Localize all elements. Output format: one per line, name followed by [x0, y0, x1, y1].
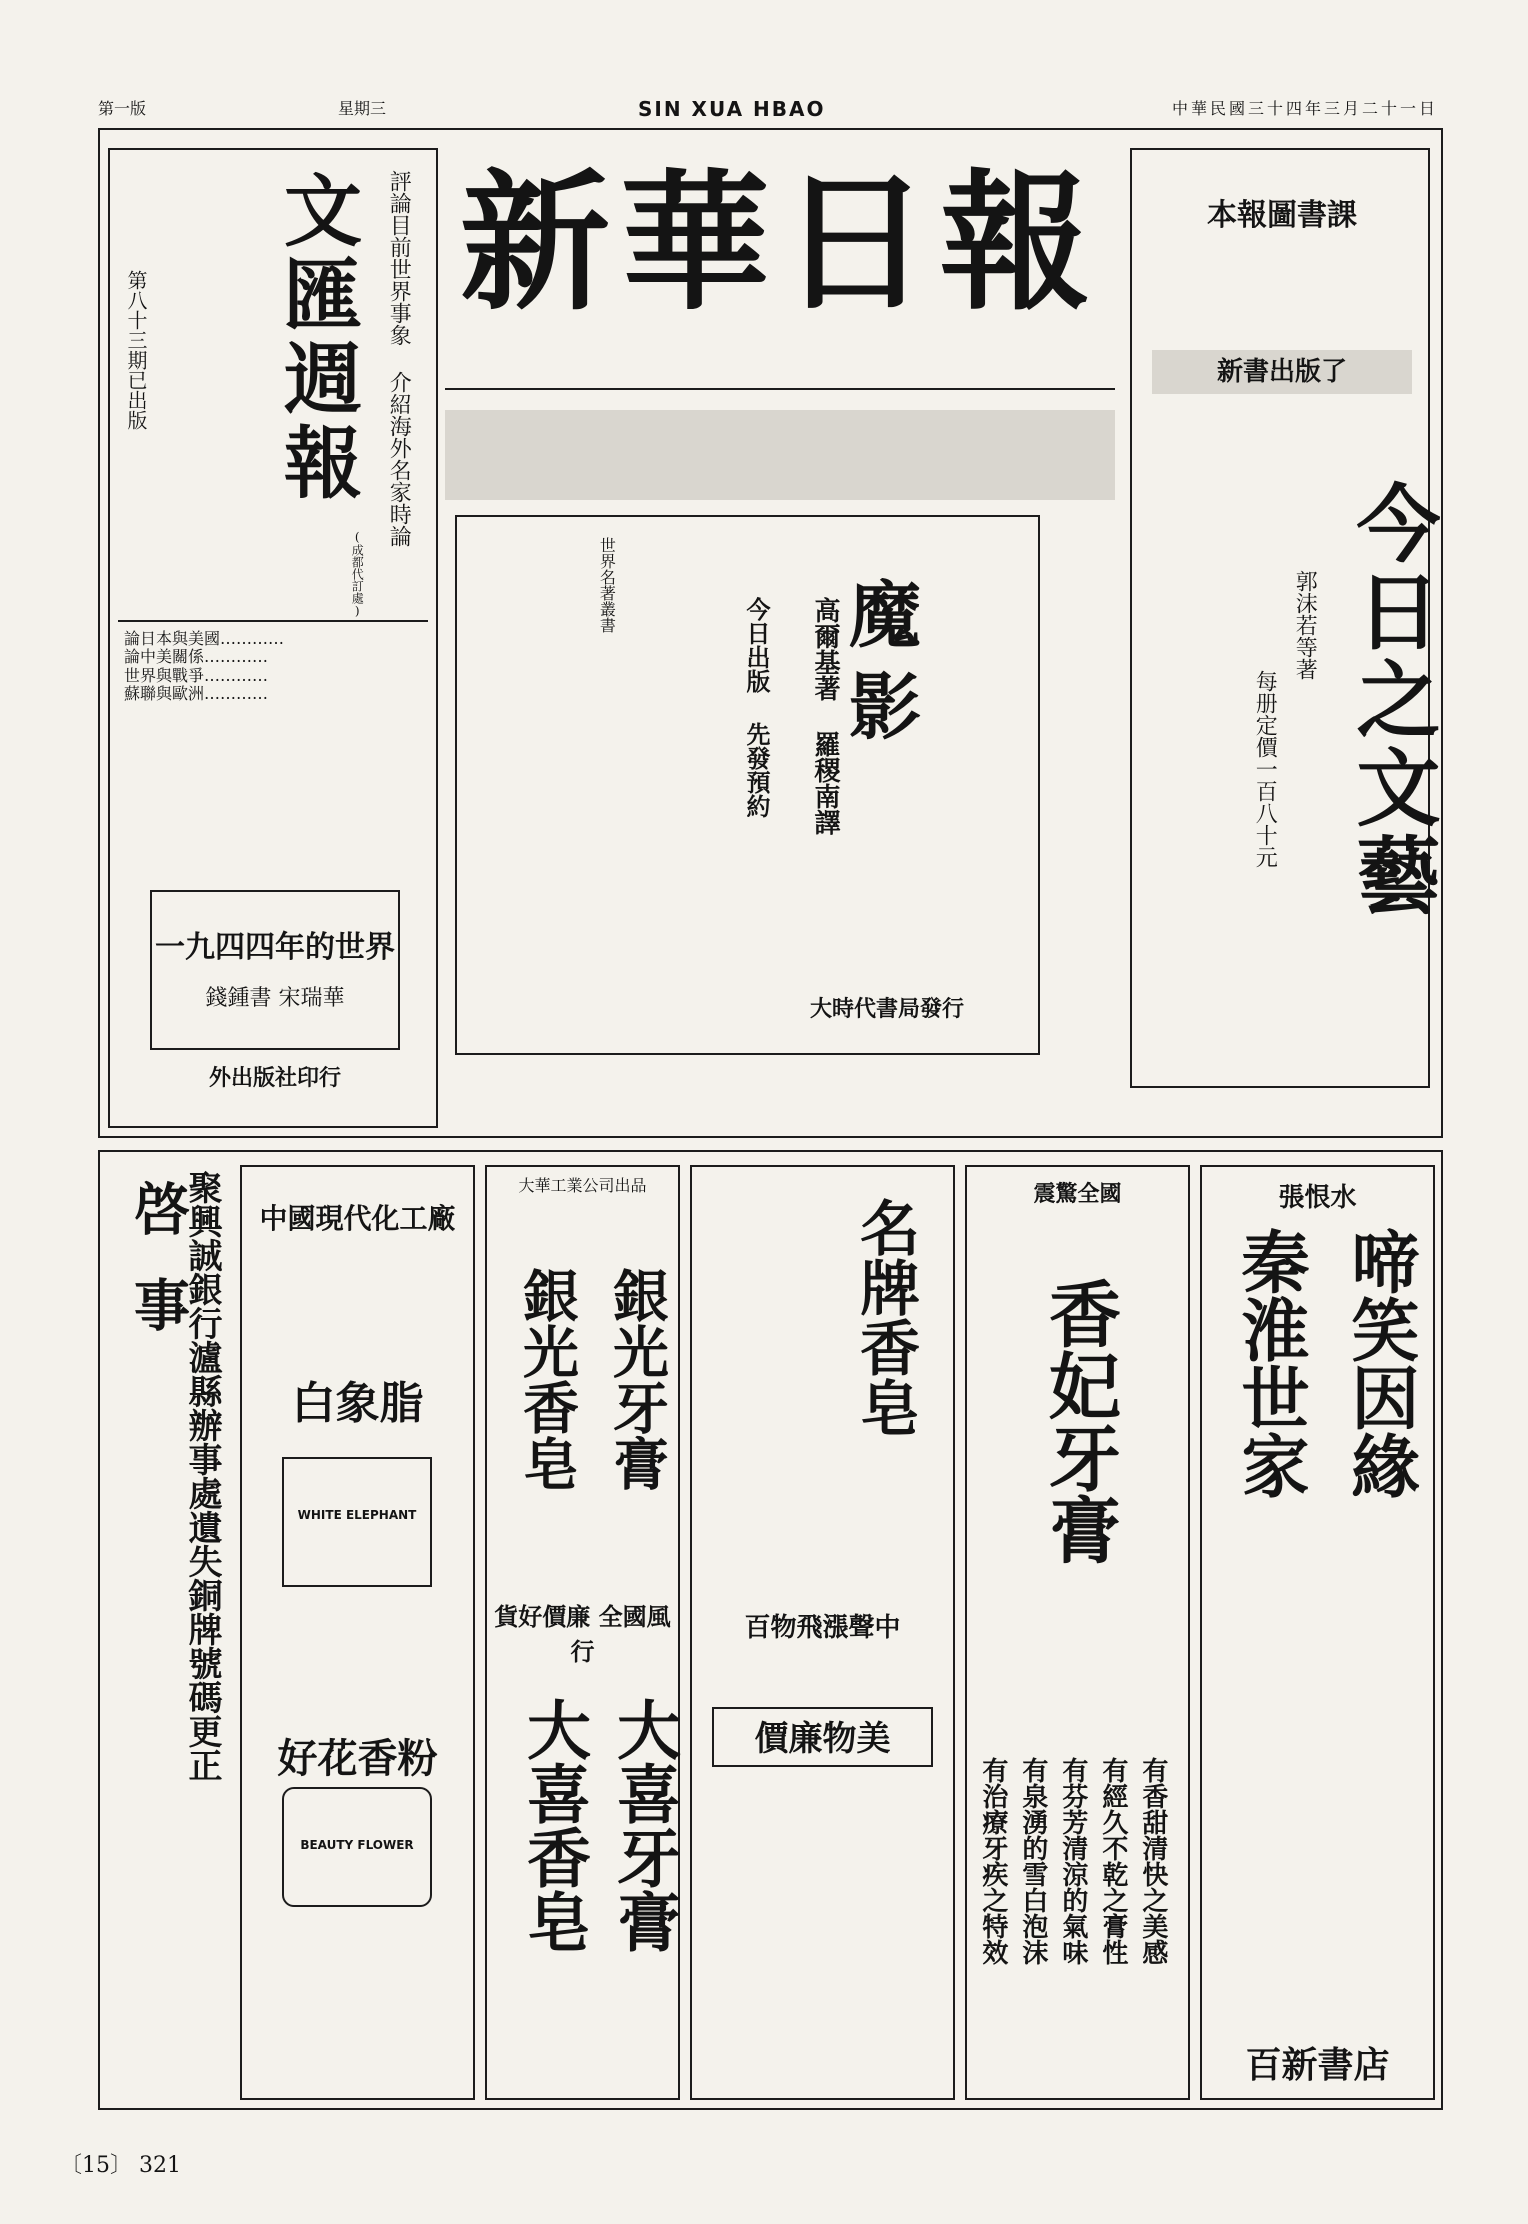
wenhui-contents — [124, 630, 424, 704]
wenhui-ad — [108, 148, 438, 1128]
wenhui-side-text: 評論目前世界事象 介紹海外名家時論 — [386, 170, 412, 547]
wenhui-title: 文匯週報 — [271, 170, 362, 506]
notice-body: 聚興誠銀行瀘縣辦事處遺失銅牌號碼更正 — [182, 1170, 222, 1782]
center-series: 世界名著叢書 — [597, 537, 617, 633]
center-book-ad — [455, 515, 1040, 1055]
feature-5: 有香甜清快之美感 — [1137, 1757, 1168, 1965]
silver-toothpaste: 銀光牙膏 — [604, 1267, 670, 1491]
right-book-ad — [1130, 148, 1442, 1088]
novel-title-2: 秦淮世家 — [1230, 1227, 1310, 1499]
factory-name: 中國現代化工廠 — [259, 1202, 456, 1235]
feature-4: 有經久不乾之膏性 — [1097, 1757, 1128, 1965]
product2-name: 好花香粉 — [277, 1735, 438, 1782]
masthead-info-strip — [445, 410, 1115, 500]
center-book-author: 高爾基著 羅稷南譯 — [810, 597, 840, 835]
notice-column — [108, 1160, 228, 2100]
page-reference: 〔15〕 321 — [60, 2153, 181, 2178]
right-price: 每册定價一百八十元 — [1252, 670, 1278, 868]
soap-ad — [690, 1165, 955, 2100]
weekday: 星期三 — [338, 99, 387, 118]
novel-author: 張恨水 — [1278, 1183, 1357, 1213]
divider — [118, 620, 428, 622]
right-book-title: 今日之文藝 — [1343, 480, 1442, 920]
contents-line: 論中美關係………… — [124, 647, 269, 667]
right-author: 郭沫若等著 — [1292, 570, 1318, 680]
product1-name: 白象脂 — [291, 1378, 424, 1429]
date-line: 中華民國三十四年三月二十一日 — [1171, 99, 1438, 118]
product2-en: BEAUTY FLOWER — [300, 1838, 414, 1852]
rising-prices: 百物飛漲聲中 — [744, 1613, 901, 1643]
daxi-soap: 大喜香皂 — [516, 1697, 591, 1953]
right-new-books: 新書出版了 — [1152, 350, 1412, 394]
newspaper-title: 新華日報 — [459, 155, 1100, 331]
xiangfei-ad — [965, 1165, 1190, 2100]
right-header: 本報圖書課 — [1207, 198, 1357, 233]
spring-slogan: 震驚全國 — [1033, 1181, 1122, 1207]
wenhui-book-title: 一九四四年的世界 — [155, 930, 395, 965]
center-publisher: 大時代書局發行 — [809, 996, 964, 1022]
daxi-toothpaste: 大喜牙膏 — [606, 1697, 681, 1953]
product1-image — [282, 1457, 432, 1587]
bookstore-name: 百新書店 — [1245, 2044, 1390, 2086]
feature-3: 有芬芳清涼的氣味 — [1057, 1757, 1088, 1965]
notice-title: 啓事 — [125, 1180, 191, 1372]
contents-line: 蘇聯與歐洲………… — [124, 684, 269, 704]
romanized-title: SIN XUA HBAO — [638, 97, 826, 121]
dahua-ad — [485, 1165, 680, 2100]
feature-2: 有泉湧的雪白泡沫 — [1017, 1757, 1048, 1965]
wenhui-issue: 第八十三期已出版 — [124, 270, 148, 430]
contents-line: 論日本與美國………… — [124, 629, 285, 648]
feature-1: 有治療牙疾之特效 — [977, 1757, 1008, 1965]
masthead-rule — [445, 388, 1115, 390]
novel-title-1: 啼笑因緣 — [1340, 1227, 1420, 1499]
product1-en: WHITE ELEPHANT — [297, 1508, 417, 1522]
dahua-name: 大華工業公司出品 — [518, 1176, 647, 1195]
famous-soap: 名牌香皂 — [850, 1197, 920, 1437]
wenhui-book-box — [150, 890, 400, 1050]
center-book-title: 魔影 — [837, 577, 922, 761]
silver-soap: 銀光香皂 — [514, 1267, 580, 1491]
xiangfei-name: 香妃牙膏 — [1037, 1277, 1122, 1565]
wenhui-book-sub: 錢鍾書 宋瑞華 — [205, 986, 345, 1011]
cheap-slogan: 價廉物美 — [712, 1707, 933, 1767]
page-number: 第一版 — [98, 99, 147, 118]
novel-ad — [1200, 1165, 1435, 2100]
wenhui-publisher: 外出版社印行 — [208, 1065, 341, 1091]
masthead-line — [98, 96, 1438, 126]
product2-image — [282, 1787, 432, 1907]
wenhui-subscribe: (成都代訂處) — [350, 530, 365, 618]
goods-slogan: 貨好價廉 全國風行 — [494, 1602, 671, 1666]
center-book-tag: 今日出版 先發預約 — [742, 597, 771, 818]
masthead-box — [440, 148, 1120, 378]
contents-line: 世界與戰爭………… — [124, 665, 269, 685]
factory-ad — [240, 1165, 475, 2100]
